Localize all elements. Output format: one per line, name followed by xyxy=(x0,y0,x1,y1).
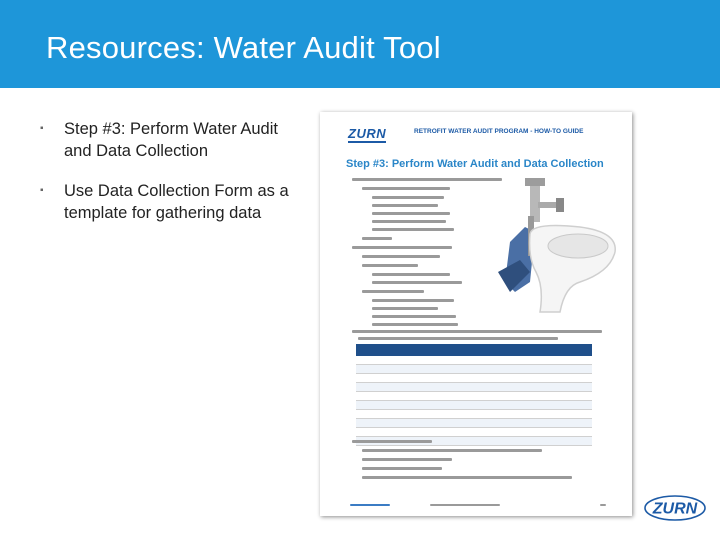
document-text-line xyxy=(362,458,452,461)
document-text-line xyxy=(362,187,450,190)
zurn-logo-icon xyxy=(642,494,708,522)
title-bar xyxy=(0,0,720,88)
bullet-text: Use Data Collection Form as a template for gathering data xyxy=(64,182,289,222)
document-table-row xyxy=(356,392,592,401)
document-table-row xyxy=(356,365,592,374)
document-text-line xyxy=(352,246,452,249)
bullet-text: Step #3: Perform Water Audit and Data Collection xyxy=(64,120,278,160)
document-footer-line xyxy=(350,504,390,506)
document-text-line xyxy=(362,449,542,452)
document-preview xyxy=(320,112,632,516)
document-text-line xyxy=(362,255,440,258)
document-header xyxy=(348,124,618,144)
document-text-line xyxy=(372,196,444,199)
document-footer-line xyxy=(600,504,606,506)
document-text-line xyxy=(362,467,442,470)
document-text-line xyxy=(362,264,418,267)
document-table-row xyxy=(356,374,592,383)
document-text-line xyxy=(372,307,438,310)
document-footer-line xyxy=(430,504,500,506)
document-text-line xyxy=(362,237,392,240)
document-text-line xyxy=(358,337,558,340)
document-brand: ZURN xyxy=(348,126,387,141)
document-text-line xyxy=(372,228,454,231)
document-table-row xyxy=(356,410,592,419)
document-text-line xyxy=(372,299,454,302)
document-text-line xyxy=(372,273,450,276)
document-text-line xyxy=(362,290,424,293)
logo-text: ZURN xyxy=(652,500,698,518)
document-table-row xyxy=(356,356,592,365)
document-table-row xyxy=(356,419,592,428)
document-text-line xyxy=(372,220,446,223)
document-step-heading: Step #3: Perform Water Audit and Data Collection xyxy=(346,158,604,170)
document-text-line xyxy=(372,323,458,326)
document-text-line xyxy=(372,281,462,284)
bullet-marker: ▪ xyxy=(40,185,44,196)
document-text-line xyxy=(372,315,456,318)
bullet-item xyxy=(40,180,302,224)
bullet-item xyxy=(40,118,302,162)
document-text-line xyxy=(352,330,602,333)
bullet-list xyxy=(40,118,302,242)
document-text-line xyxy=(372,204,438,207)
document-table-row xyxy=(356,401,592,410)
bullet-marker: ▪ xyxy=(40,123,44,134)
document-table-header xyxy=(356,344,592,356)
document-text-line xyxy=(352,440,432,443)
toilet-illustration-icon xyxy=(470,172,620,322)
document-program-title: RETROFIT WATER AUDIT PROGRAM - HOW-TO GUIDE xyxy=(414,128,584,135)
document-table-row xyxy=(356,428,592,437)
document-table xyxy=(356,344,592,446)
document-table-row xyxy=(356,383,592,392)
slide-title: Resources: Water Audit Tool xyxy=(46,30,441,65)
document-text-line xyxy=(362,476,572,479)
document-text-line xyxy=(372,212,450,215)
